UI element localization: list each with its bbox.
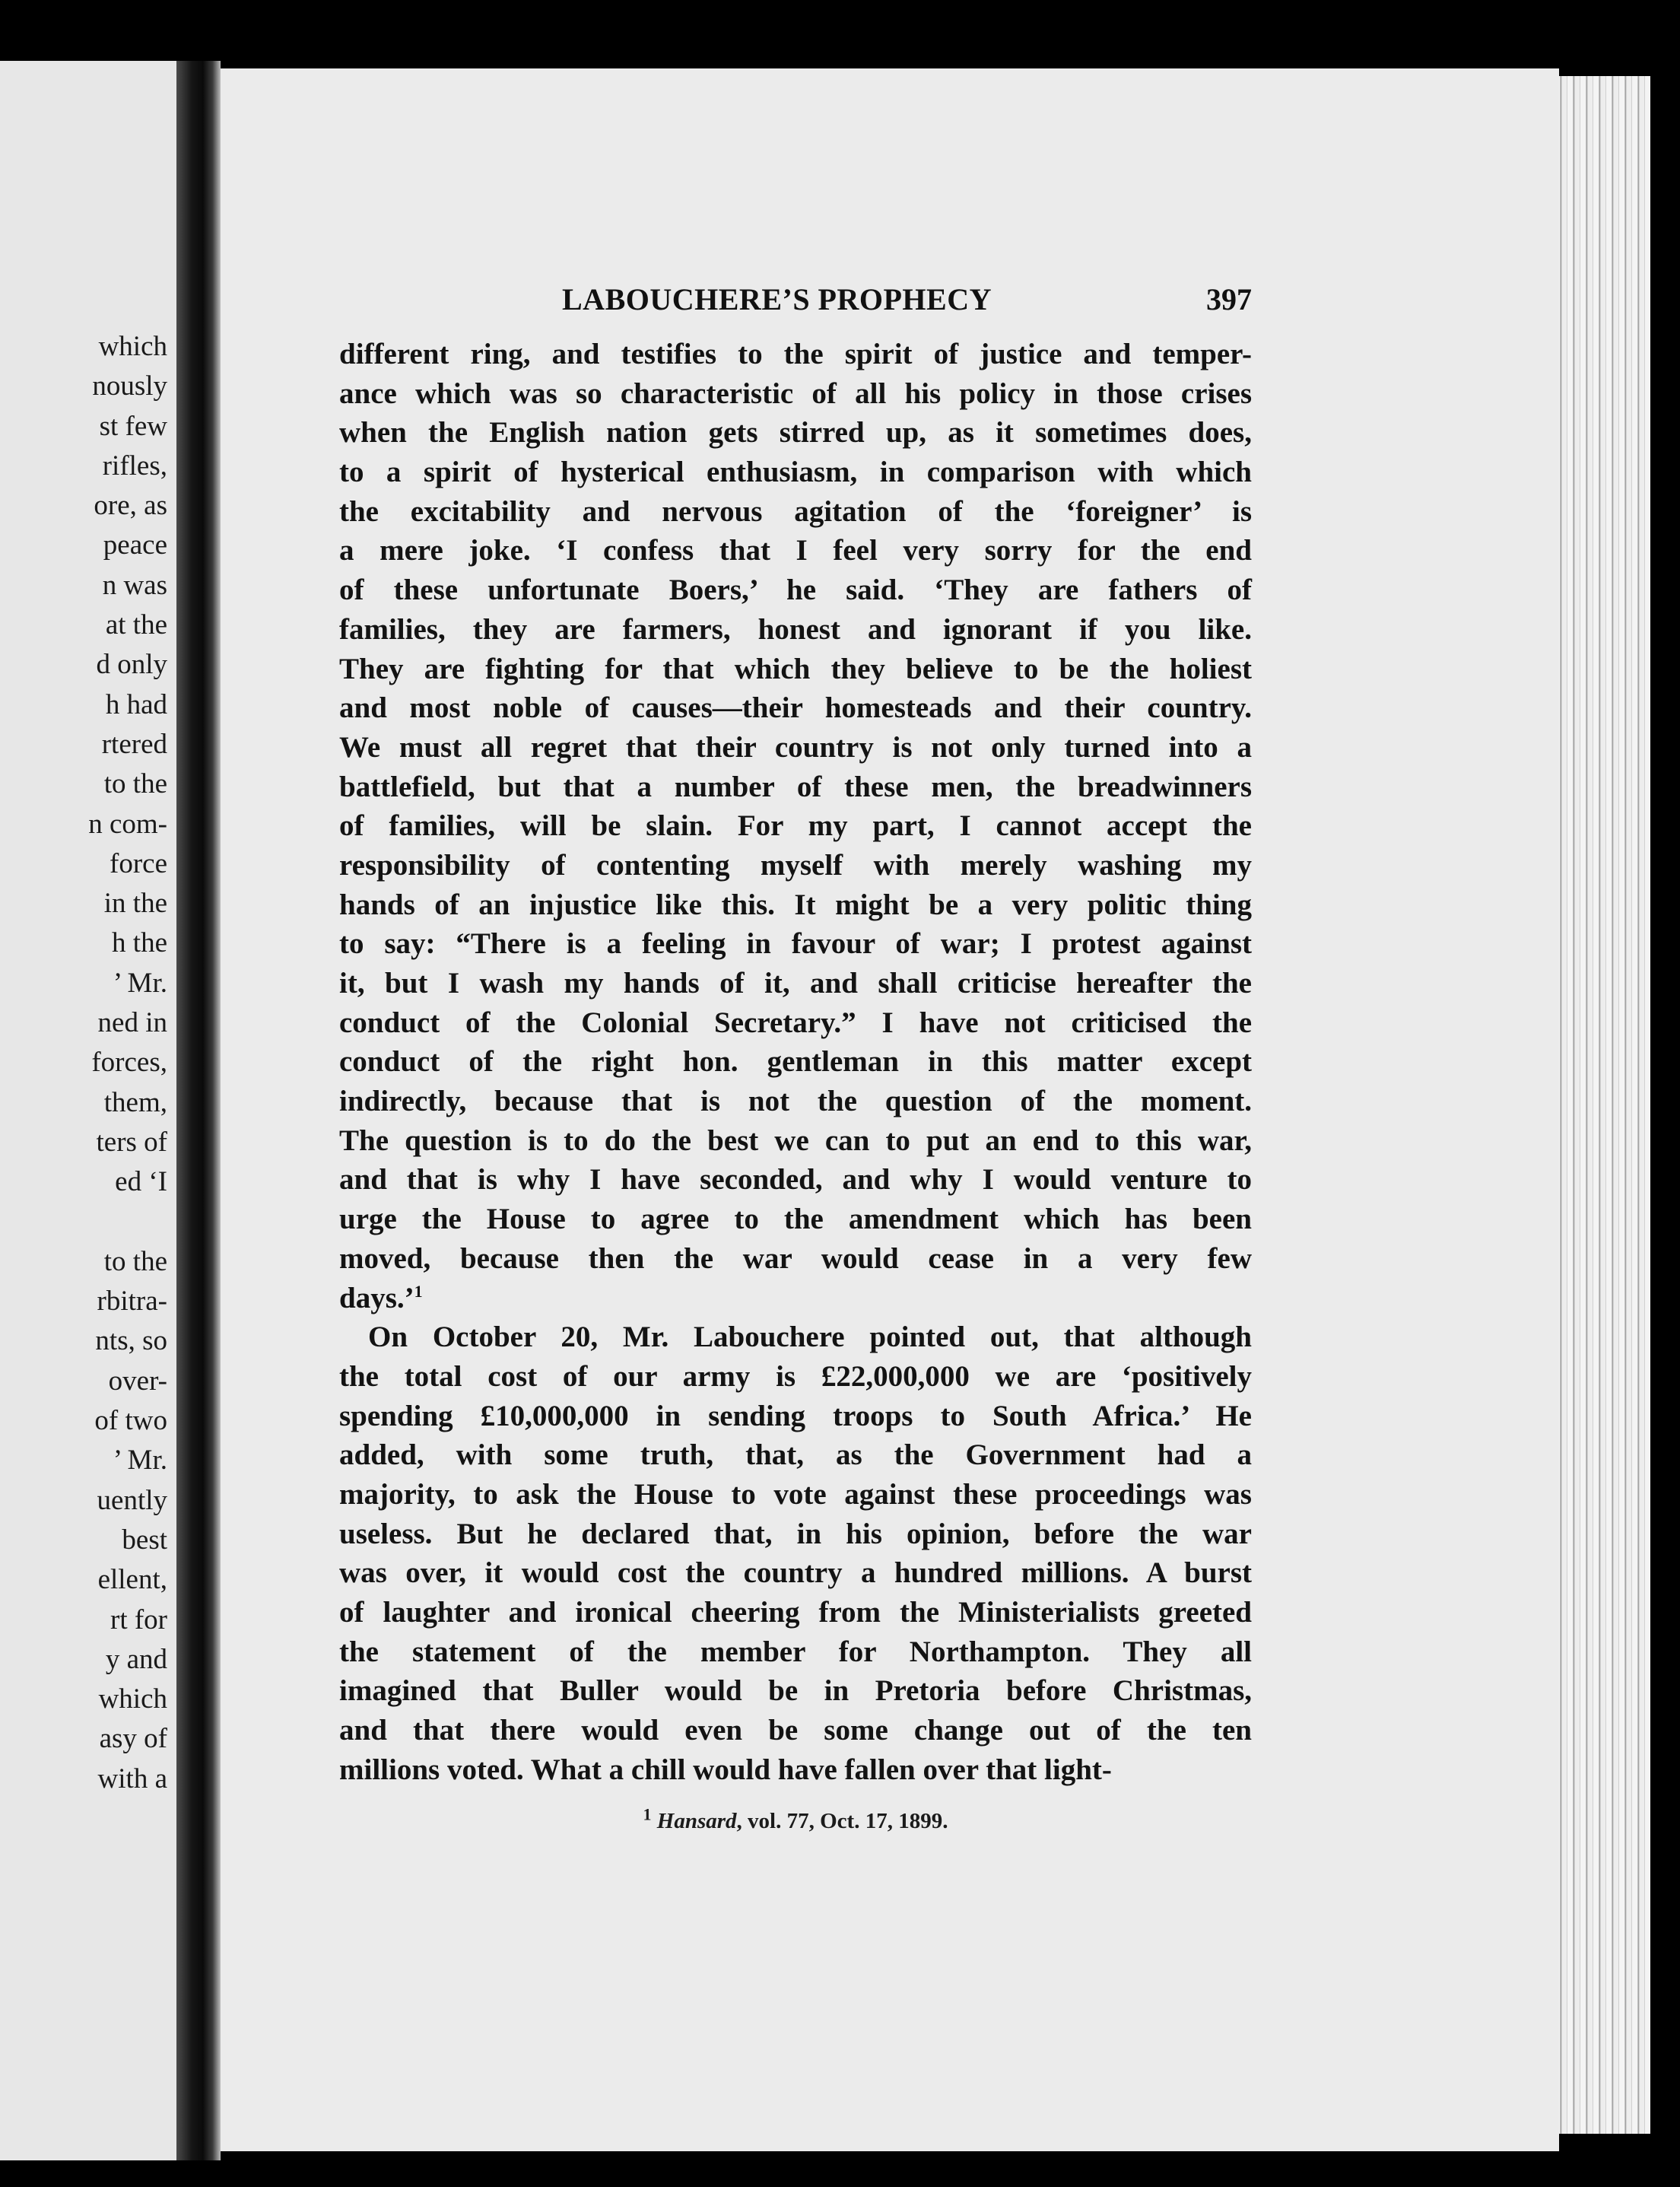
left-page-line: rtered bbox=[101, 728, 167, 760]
text-line bbox=[339, 1711, 1252, 1750]
text-line bbox=[339, 1160, 1252, 1200]
footnote-marker: 1 bbox=[643, 1804, 652, 1824]
left-page-line: n com- bbox=[88, 808, 167, 840]
text-line-content: families, they are farmers, honest and ignorant if you like. bbox=[339, 612, 1252, 646]
left-page-line: ’ Mr. bbox=[113, 1445, 167, 1477]
left-page-line: ters of bbox=[96, 1126, 167, 1158]
left-page-line: rt for bbox=[110, 1604, 167, 1635]
left-page-line: ’ Mr. bbox=[113, 967, 167, 999]
left-page-line: over- bbox=[108, 1365, 167, 1397]
text-line bbox=[339, 453, 1252, 492]
text-line-content: millions voted. What a chill would have fallen over that light- bbox=[339, 1753, 1112, 1786]
text-line bbox=[339, 610, 1252, 650]
text-line-content: and that is why I have seconded, and why I would venture to bbox=[339, 1163, 1252, 1197]
text-line-content: of these unfortunate Boers,’ he said. ‘They are fathers of bbox=[339, 574, 1252, 607]
text-line bbox=[339, 1318, 1252, 1357]
text-line-content: ance which was so characteristic of all his policy in those crises bbox=[339, 377, 1252, 410]
left-page-line: nously bbox=[92, 370, 167, 402]
text-line bbox=[339, 1593, 1252, 1632]
text-line bbox=[339, 1121, 1252, 1161]
text-line-content: They are fighting for that which they believe to be the holiest bbox=[339, 652, 1252, 685]
left-page-line: in the bbox=[103, 888, 167, 920]
text-line bbox=[339, 728, 1252, 768]
footnote bbox=[339, 1804, 1252, 1834]
text-line bbox=[339, 1553, 1252, 1593]
text-line bbox=[339, 1357, 1252, 1397]
text-line bbox=[339, 1475, 1252, 1515]
text-line bbox=[339, 571, 1252, 610]
left-page-line: to the bbox=[103, 768, 167, 800]
text-line-content: moved, because then the war would cease in a very few bbox=[339, 1241, 1252, 1275]
body-text bbox=[339, 335, 1252, 1789]
text-line-content: We must all regret that their country is not only turned into a bbox=[339, 730, 1252, 764]
page-number: 397 bbox=[1206, 282, 1252, 316]
text-line-content: imagined that Buller would be in Pretoria before Christmas, bbox=[339, 1674, 1252, 1708]
left-page-line: h the bbox=[112, 927, 167, 959]
text-line-content: The question is to do the best we can to put an end to this war, bbox=[339, 1124, 1252, 1157]
left-page-line: force bbox=[110, 847, 167, 879]
text-line bbox=[339, 885, 1252, 925]
left-page-line: y and bbox=[105, 1643, 167, 1675]
text-line-content: to say: “There is a feeling in favour of war; I protest against bbox=[339, 927, 1252, 961]
left-page-line: best bbox=[122, 1524, 167, 1556]
text-line-content: to a spirit of hysterical enthusiasm, in comparison with which bbox=[339, 456, 1252, 489]
left-page-line: uently bbox=[97, 1484, 167, 1516]
left-page-line: to the bbox=[103, 1245, 167, 1277]
left-page-line: rifles, bbox=[102, 450, 167, 482]
left-page-line: d only bbox=[96, 649, 167, 681]
text-line bbox=[339, 1397, 1252, 1436]
left-page-line: forces, bbox=[91, 1047, 167, 1079]
text-line bbox=[339, 1750, 1252, 1790]
footnote-source: Hansard bbox=[656, 1809, 737, 1833]
text-line-content: added, with some truth, that, as the Government had a bbox=[339, 1438, 1252, 1472]
text-line-content: urge the House to agree to the amendment which has been bbox=[339, 1203, 1252, 1236]
text-line-content: the excitability and nervous agitation of the ‘foreigner’ is bbox=[339, 494, 1252, 528]
left-page-line: n was bbox=[102, 569, 167, 601]
text-line-content: useless. But he declared that, in his opinion, before the war bbox=[339, 1517, 1252, 1550]
text-line bbox=[339, 964, 1252, 1003]
text-line-content: a mere joke. ‘I confess that I feel very sorry for the end bbox=[339, 534, 1252, 567]
text-line bbox=[339, 924, 1252, 964]
text-line bbox=[339, 1279, 1252, 1318]
left-page-fragment bbox=[0, 61, 176, 2160]
text-line-content: when the English nation gets stirred up, as it sometimes does, bbox=[339, 416, 1252, 450]
text-line-content: and most noble of causes—their homesteads and their country. bbox=[339, 691, 1252, 725]
left-page-text bbox=[88, 327, 167, 1799]
text-line-content: of families, will be slain. For my part, I cannot accept the bbox=[339, 809, 1252, 843]
text-line-content: responsibility of contenting myself with merely washing my bbox=[339, 848, 1252, 882]
text-line-content: spending £10,000,000 in sending troops to South Africa.’ He bbox=[339, 1399, 1252, 1432]
text-line-content: indirectly, because that is not the question of the moment. bbox=[339, 1085, 1252, 1118]
left-page-line: them, bbox=[103, 1086, 167, 1118]
text-line-content: was over, it would cost the country a hundred millions. A burst bbox=[339, 1556, 1252, 1590]
text-line bbox=[339, 374, 1252, 414]
left-page-line: ned in bbox=[97, 1007, 167, 1039]
left-page-line: nts, so bbox=[95, 1325, 167, 1357]
left-page-line: ore, as bbox=[94, 490, 167, 522]
text-line-content: days.’ bbox=[339, 1281, 414, 1314]
text-line-content: majority, to ask the House to vote against these proceedings was bbox=[339, 1477, 1252, 1511]
text-line bbox=[339, 1515, 1252, 1554]
text-line bbox=[339, 1082, 1252, 1121]
left-page-line: at the bbox=[105, 609, 167, 641]
text-line-content: it, but I wash my hands of it, and shall criticise hereafter the bbox=[339, 967, 1252, 1000]
text-line-content: On October 20, Mr. Labouchere pointed out, that although bbox=[368, 1321, 1252, 1354]
text-line bbox=[339, 650, 1252, 689]
text-line-content: the total cost of our army is £22,000,000 we are ‘positively bbox=[339, 1359, 1252, 1393]
left-page-line: which bbox=[98, 1683, 167, 1715]
left-page-line bbox=[88, 1203, 167, 1242]
text-line bbox=[339, 1632, 1252, 1672]
text-line bbox=[339, 1435, 1252, 1475]
text-line bbox=[339, 1671, 1252, 1711]
left-page-line: rbitra- bbox=[97, 1286, 167, 1318]
left-page-line: st few bbox=[99, 410, 167, 442]
footnote-reference: , vol. 77, Oct. 17, 1899. bbox=[736, 1809, 948, 1833]
left-page-line: which bbox=[98, 331, 167, 362]
text-line bbox=[339, 1042, 1252, 1082]
text-line-content: the statement of the member for Northampton. They all bbox=[339, 1635, 1252, 1668]
text-line bbox=[339, 1239, 1252, 1279]
text-line-content: conduct of the right hon. gentleman in this matter except bbox=[339, 1045, 1252, 1079]
running-title: LABOUCHERE’S PROPHECY bbox=[562, 282, 992, 316]
left-page-line: asy of bbox=[99, 1723, 167, 1755]
text-line bbox=[339, 688, 1252, 728]
text-line bbox=[339, 1200, 1252, 1239]
left-page-line: with a bbox=[97, 1763, 167, 1794]
text-line-content: different ring, and testifies to the spirit of justice and temper- bbox=[339, 338, 1252, 370]
text-line bbox=[339, 413, 1252, 453]
text-line-content: and that there would even be some change out of the ten bbox=[339, 1714, 1252, 1747]
book-gutter bbox=[176, 61, 221, 2160]
text-line-content: battlefield, but that a number of these men, the breadwinners bbox=[339, 770, 1252, 803]
left-page-line: h had bbox=[105, 688, 167, 720]
text-line bbox=[339, 846, 1252, 885]
text-line-content: conduct of the Colonial Secretary.” I have not criticised the bbox=[339, 1006, 1252, 1039]
left-page-line: ed ‘I bbox=[115, 1166, 167, 1198]
text-line-content: of laughter and ironical cheering from the Ministerialists greeted bbox=[339, 1596, 1252, 1629]
text-line bbox=[339, 335, 1252, 374]
left-page-line: ellent, bbox=[97, 1564, 167, 1596]
running-head bbox=[339, 281, 1252, 319]
text-line bbox=[339, 806, 1252, 846]
text-line bbox=[339, 531, 1252, 571]
left-page-line: peace bbox=[103, 529, 167, 561]
text-line bbox=[339, 492, 1252, 532]
text-line bbox=[339, 1003, 1252, 1043]
footnote-reference-marker: 1 bbox=[414, 1281, 423, 1301]
text-line bbox=[339, 768, 1252, 807]
text-line-content: hands of an injustice like this. It might be a very politic thing bbox=[339, 888, 1252, 921]
left-page-line: of two bbox=[94, 1405, 167, 1437]
